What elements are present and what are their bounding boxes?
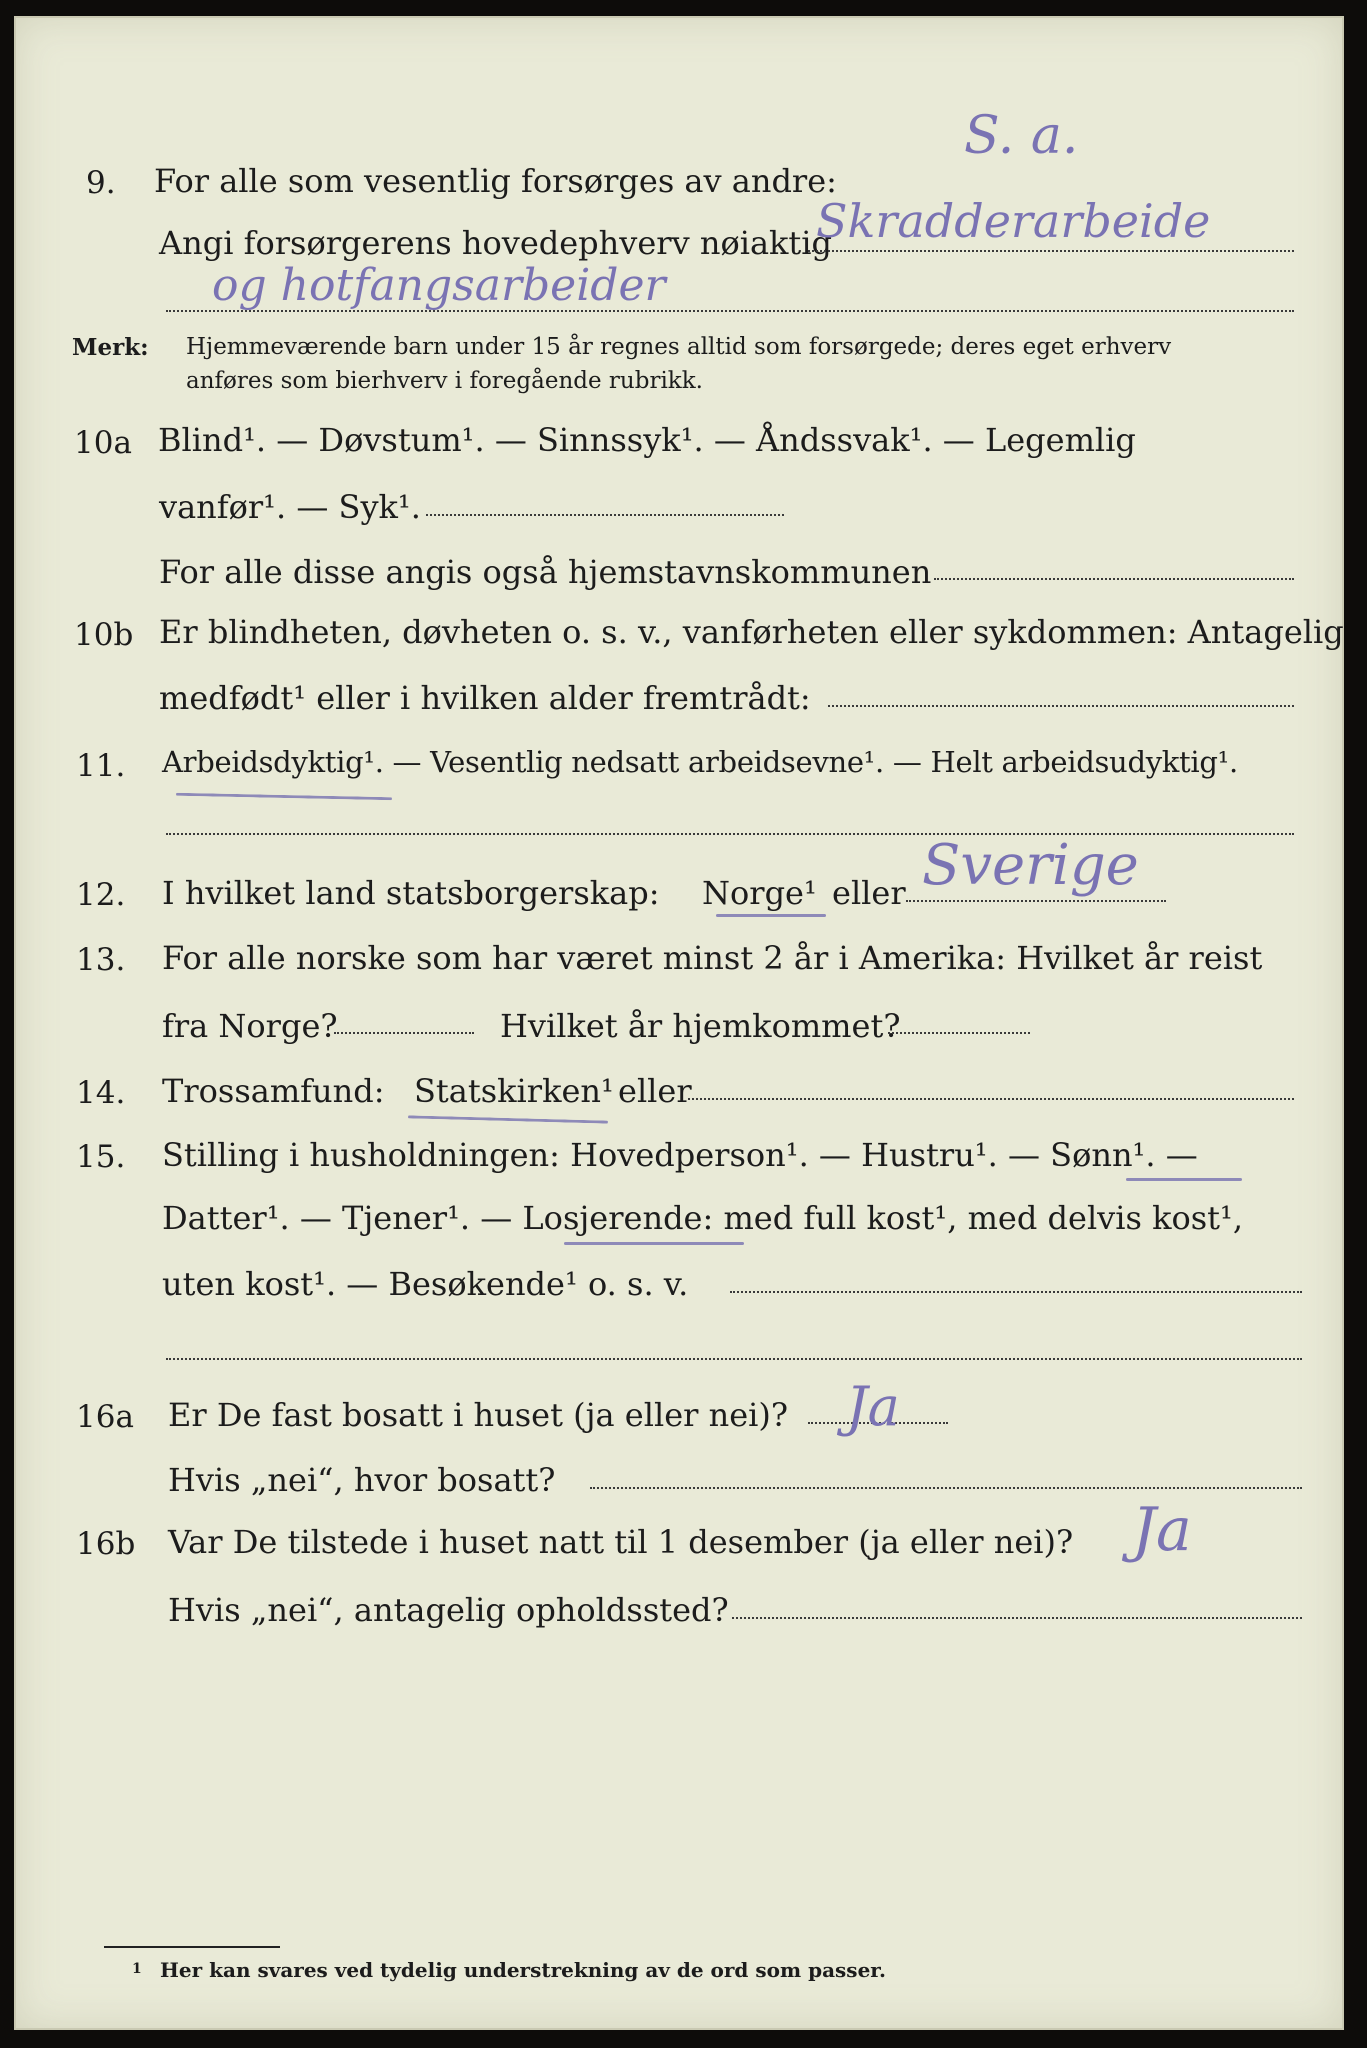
q10a-answer-line [426,514,784,516]
q16b-number: 16b [76,1526,136,1562]
q16a-handwritten-answer: Ja [846,1375,900,1438]
note-line2: anføres som bierhverv i foregående rubrikk. [186,368,703,394]
q12-handwritten-answer: Sverige [922,833,1139,898]
q11-number: 11. [76,748,126,784]
q10b-line1: Er blindheten, døvheten o. s. v., vanførheten eller sykdommen: Antagelig [159,613,1344,651]
q9-handwritten-answer2: og hotfangsarbeider [212,260,666,311]
q14-or: eller [618,1072,692,1110]
q16a-number: 16a [76,1399,134,1435]
q15-underline-losjerende [564,1242,744,1245]
q9-answer-line1 [808,250,1294,252]
q16b-line1: Var De tilstede i huset natt til 1 desember (ja eller nei)? [168,1523,1074,1561]
q14-option-statskirken: Statskirken¹ [414,1072,614,1110]
q12-strike-norge [716,914,826,917]
q13-line1: For alle norske som har været minst 2 år i Amerika: Hvilket år reist [162,939,1263,977]
q10b-line2: medfødt¹ eller i hvilken alder fremtrådt: [159,679,811,717]
q15-line2: Datter¹. — Tjener¹. — Losjerende: med full kost¹, med delvis kost¹, [162,1199,1244,1237]
q14-answer-line [688,1098,1294,1100]
q15-number: 15. [76,1139,126,1175]
q12-or: eller [832,874,906,912]
q10a-hometown-line [934,578,1294,580]
q13-line2b: Hvilket år hjemkommet? [500,1007,901,1045]
q16a-line1: Er De fast bosatt i huset (ja eller nei)? [168,1396,789,1434]
footnote-mark: 1 [132,1961,142,1977]
annotation-sa: S. a. [964,106,1079,166]
q14-label: Trossamfund: [162,1072,385,1110]
q13-line2a: fra Norge? [162,1007,338,1045]
q9-line2: Angi forsørgerens hovedерhverv nøiaktig [159,224,832,262]
q12-option-norge: Norge¹ [702,874,817,912]
q10b-number: 10b [74,617,134,653]
q10a-line3: For alle disse angis også hjemstavnskommunen [159,553,932,591]
q11-underline-arbeidsdyktig [176,793,392,801]
q10a-number: 10a [74,425,132,461]
q9-line1: For alle som vesentlig forsørges av andre: [154,162,837,200]
q16b-line2: Hvis „nei“, antagelig opholdssted? [168,1591,729,1629]
footnote-text: Her kan svares ved tydelig understrekning av de ord som passer. [160,1958,886,1982]
q15-line1: Stilling i husholdningen: Hovedperson¹. — Hustru¹. — Sønn¹. — [162,1136,1198,1174]
q14-number: 14. [76,1075,126,1111]
q16a-line2: Hvis „nei“, hvor bosatt? [168,1461,556,1499]
q13-year-returned-line [888,1032,1030,1034]
q12-number: 12. [76,877,126,913]
q14-underline-statskirken [408,1115,608,1123]
q15-extra-line [166,1358,1302,1360]
q15-underline-sonn [1126,1178,1242,1181]
q13-number: 13. [76,942,126,978]
q12-line1: I hvilket land statsborgerskap: [162,874,660,912]
q16b-whereabouts-line [732,1617,1302,1619]
q9-number: 9. [86,165,116,201]
q16a-residence-line [590,1487,1302,1489]
q16b-handwritten-answer: Ja [1132,1495,1192,1565]
q10b-answer-line [828,705,1294,707]
q10a-line2: vanfør¹. — Syk¹. [159,488,421,526]
q11-line1: Arbeidsdyktig¹. — Vesentlig nedsatt arbeidsevne¹. — Helt arbeidsudyktig¹. [162,745,1238,779]
q15-line3: uten kost¹. — Besøkende¹ o. s. v. [162,1265,689,1303]
q13-year-left-line [334,1032,474,1034]
footnote-rule [104,1946,280,1948]
census-form-page [14,16,1344,2030]
q10a-line1: Blind¹. — Døvstum¹. — Sinnssyk¹. — Åndssvak¹. — Legemlig [158,421,1136,459]
q15-answer-line [730,1291,1302,1293]
note-label: Merk: [72,334,149,361]
q9-handwritten-answer1: Skradderarbeide [816,194,1211,248]
q12-answer-line [906,900,1166,902]
note-line1: Hjemmeværende barn under 15 år regnes alltid som forsørgede; deres eget erhverv [186,334,1172,360]
